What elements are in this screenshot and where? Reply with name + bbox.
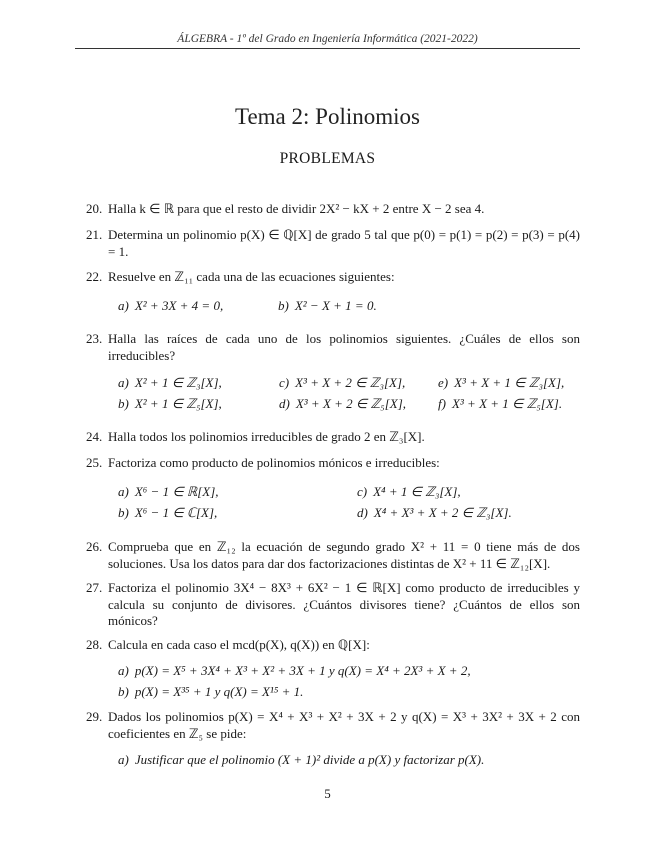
item-expression: X² + 1 ∈ ℤ₅[X], — [134, 396, 222, 411]
item-29a — [118, 752, 484, 768]
problem-statement: Factoriza como producto de polinomios mónicos e irreducibles: — [108, 455, 440, 470]
problem-number: 20. — [86, 201, 103, 216]
item-label: b) — [278, 298, 289, 313]
item-label: a) — [118, 484, 129, 499]
item-25b — [118, 505, 217, 521]
problem-number: 22. — [86, 269, 103, 284]
item-22b — [278, 298, 377, 314]
item-expression: X⁴ + X³ + X + 2 ∈ ℤ₃[X]. — [373, 505, 512, 520]
problem-statement: Halla las raíces de cada uno de los polinomios siguientes. ¿Cuáles de ellos son irreducibles? — [108, 331, 580, 363]
problem-statement: Determina un polinomio p(X) ∈ ℚ[X] de grado 5 tal que p(0) = p(1) = p(2) = p(3) = p(4) = 1. — [108, 227, 580, 259]
problem-number: 27. — [86, 580, 103, 595]
item-label: c) — [357, 484, 368, 499]
item-expression: p(X) = X³⁵ + 1 y q(X) = X¹⁵ + 1. — [134, 684, 304, 699]
item-23c — [279, 375, 405, 391]
item-23a — [118, 375, 222, 391]
item-expression: X² + 3X + 4 = 0, — [134, 298, 224, 313]
problem-23 — [86, 331, 580, 364]
header-rule — [75, 48, 580, 49]
item-23b — [118, 396, 222, 412]
section-subtitle: PROBLEMAS — [279, 150, 376, 167]
problem-number: 25. — [86, 455, 103, 470]
page-number: 5 — [324, 786, 331, 801]
problem-number: 23. — [86, 331, 103, 346]
item-label: e) — [438, 375, 449, 390]
item-25c — [357, 484, 461, 500]
running-head: ÁLGEBRA - 1º del Grado en Ingeniería Informática (2021-2022) — [177, 33, 478, 45]
item-label: d) — [279, 396, 290, 411]
problem-statement: Calcula en cada caso el mcd(p(X), q(X)) en ℚ[X]: — [108, 637, 370, 652]
problem-24 — [86, 429, 580, 446]
item-label: a) — [118, 298, 129, 313]
item-22a — [118, 298, 223, 314]
problem-21 — [86, 227, 580, 260]
item-expression: p(X) = X⁵ + 3X⁴ + X³ + X² + 3X + 1 y q(X) = X⁴ + 2X³ + X + 2, — [134, 663, 471, 678]
problem-number: 21. — [86, 227, 103, 242]
problem-number: 24. — [86, 429, 103, 444]
item-label: b) — [118, 505, 129, 520]
item-28b — [118, 684, 303, 700]
problem-statement: Resuelve en ℤ₁₁ cada una de las ecuaciones siguientes: — [108, 269, 395, 284]
problem-28 — [86, 637, 580, 654]
problem-29 — [86, 709, 580, 742]
item-expression: X⁶ − 1 ∈ ℝ[X], — [134, 484, 219, 499]
item-label: a) — [118, 752, 129, 767]
problem-26 — [86, 539, 580, 572]
problem-statement: Dados los polinomios p(X) = X⁴ + X³ + X² + 3X + 2 y q(X) = X³ + 3X² + 3X + 2 con coeficientes en ℤ₅ se pide: — [108, 709, 580, 741]
item-expression: X³ + X + 2 ∈ ℤ₅[X], — [295, 396, 407, 411]
item-expression: X³ + X + 1 ∈ ℤ₃[X], — [454, 375, 565, 390]
problem-20 — [86, 201, 580, 218]
problem-number: 29. — [86, 709, 103, 724]
item-expression: X³ + X + 1 ∈ ℤ₅[X]. — [451, 396, 563, 411]
problem-25 — [86, 455, 580, 472]
item-23d — [279, 396, 406, 412]
item-28a — [118, 663, 471, 679]
item-expression: X⁶ − 1 ∈ ℂ[X], — [134, 505, 218, 520]
item-expression: X² − X + 1 = 0. — [294, 298, 377, 313]
item-label: b) — [118, 684, 129, 699]
item-label: a) — [118, 375, 129, 390]
item-label: a) — [118, 663, 129, 678]
problem-number: 28. — [86, 637, 103, 652]
item-23e — [438, 375, 564, 391]
item-label: d) — [357, 505, 368, 520]
item-23f — [438, 396, 562, 412]
item-label: f) — [438, 396, 446, 411]
item-expression: X³ + X + 2 ∈ ℤ₃[X], — [295, 375, 406, 390]
item-label: c) — [279, 375, 290, 390]
problem-27 — [86, 580, 580, 630]
item-25d — [357, 505, 512, 521]
problem-number: 26. — [86, 539, 103, 554]
page-title: Tema 2: Polinomios — [235, 104, 420, 129]
item-expression: X⁴ + 1 ∈ ℤ₃[X], — [373, 484, 461, 499]
item-label: b) — [118, 396, 129, 411]
problem-22 — [86, 269, 580, 286]
item-25a — [118, 484, 219, 500]
item-expression: X² + 1 ∈ ℤ₃[X], — [134, 375, 222, 390]
problem-statement: Halla k ∈ ℝ para que el resto de dividir 2X² − kX + 2 entre X − 2 sea 4. — [108, 201, 485, 216]
problem-statement: Halla todos los polinomios irreducibles de grado 2 en ℤ₃[X]. — [108, 429, 425, 444]
problem-statement: Comprueba que en ℤ₁₂ la ecuación de segundo grado X² + 11 = 0 tiene más de dos soluciones. Usa los datos para dar dos factorizaciones distintas de X² + 11 ∈ ℤ₁₂[X]. — [108, 539, 580, 571]
problem-statement: Factoriza el polinomio 3X⁴ − 8X³ + 6X² − 1 ∈ ℝ[X] como producto de irreducibles y calcula su conjunto de divisores. ¿Cuántos divisores tiene? ¿Cuántos de ellos son mónicos? — [108, 580, 580, 628]
item-expression: Justificar que el polinomio (X + 1)² divide a p(X) y factorizar p(X). — [134, 752, 485, 767]
